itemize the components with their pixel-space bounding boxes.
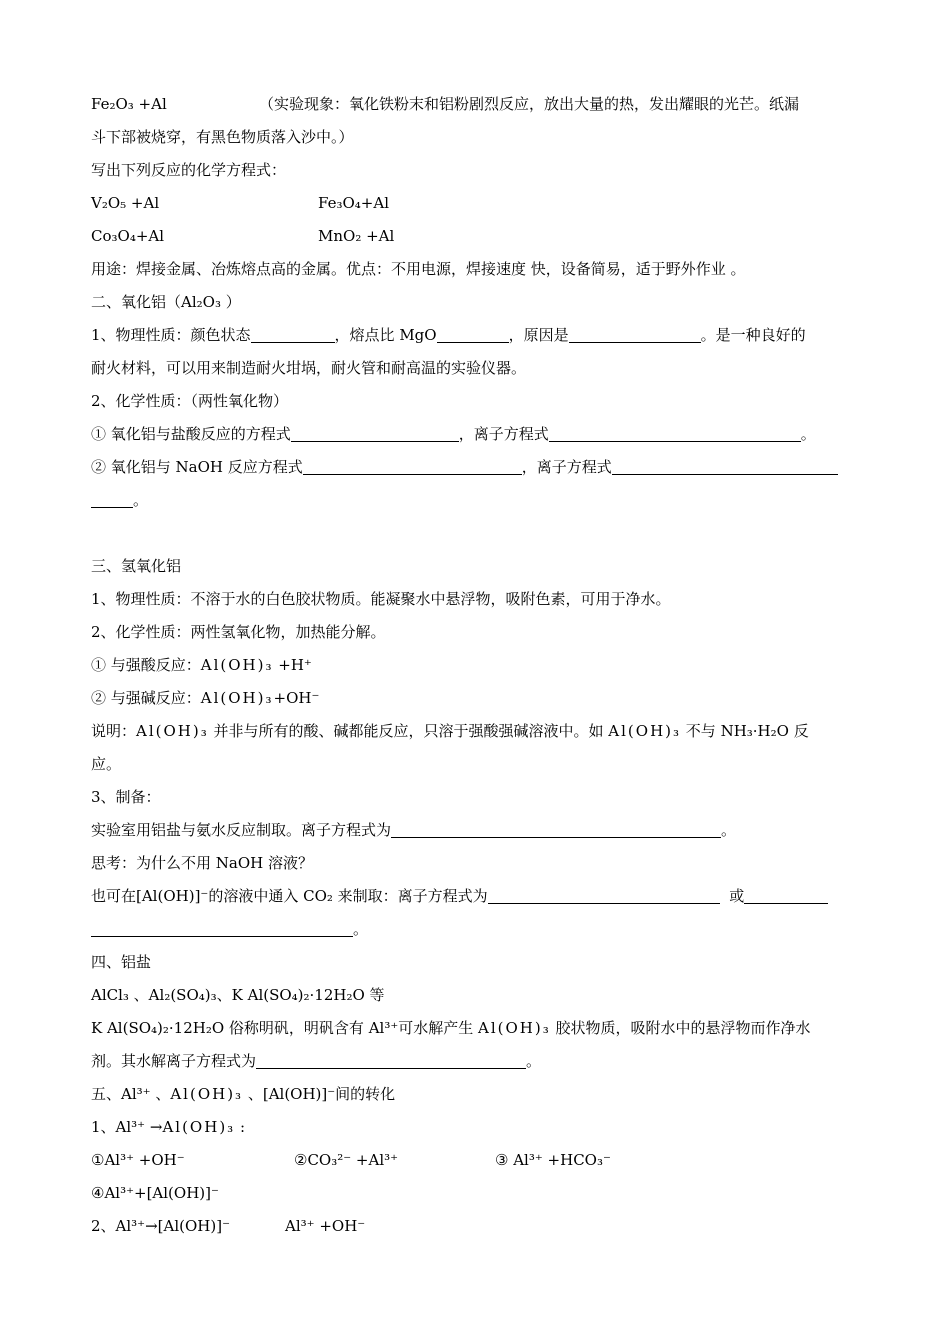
reaction-oh: ①Al³⁺ +OH⁻	[91, 1151, 185, 1169]
alum-description: K Al(SO₄)₂·12H₂O 俗称明矾，明矾含有 Al³⁺可水解产生 Al(OH)₃ 胶状物质，吸附水中的悬浮物而作净水	[91, 1019, 811, 1037]
thermite-phenomenon-cont: 斗下部被烧穿，有黑色物质落入沙中。）	[91, 128, 354, 146]
blank-naoh-ionic[interactable]	[612, 456, 838, 475]
reaction-aloh4: ④Al³⁺+[Al(OH)]⁻	[91, 1184, 219, 1202]
blank-melting-point[interactable]	[437, 324, 509, 343]
salt-list: AlCl₃ 、Al₂(SO₄)₃、K Al(SO₄)₂·12H₂O 等	[91, 986, 385, 1004]
hydroxide-physical: 1、物理性质：不溶于水的白色胶状物质。能凝聚水中悬浮物，吸附色素，可用于净水。	[91, 590, 671, 608]
document-page	[91, 88, 861, 1243]
alumina-physical: 1、物理性质：颜色状态 ，熔点比 MgO ，原因是 。是一种良好的	[91, 326, 806, 344]
blank-lab-ionic[interactable]	[391, 819, 721, 838]
hydroxide-note-cont: 应。	[91, 755, 122, 773]
blank-co2-ionic-2-cont[interactable]	[91, 918, 353, 937]
equation-row-2	[91, 220, 861, 253]
alum-hydrolysis: 剂。其水解离子方程式为 。	[91, 1052, 542, 1070]
alumina-hcl-reaction: ① 氧化铝与盐酸反应的方程式 ，离子方程式 。	[91, 425, 816, 443]
alumina-naoh-cont: 。	[91, 484, 861, 517]
reaction-excess-oh: Al³⁺ +OH⁻	[285, 1217, 366, 1235]
reaction-hco3: ③ Al³⁺ +HCO₃⁻	[495, 1151, 611, 1169]
section-heading-hydroxide: 三、氢氧化铝	[91, 557, 182, 575]
thermite-equation: Fe₂O₃ +Al	[91, 95, 167, 113]
thermite-phenomenon: （实验现象：氧化铁粉末和铝粉剧烈反应，放出大量的热，发出耀眼的光芒。纸漏	[259, 95, 800, 113]
hydroxide-co2-cont: 。	[91, 913, 861, 946]
blank-hydrolysis-ionic[interactable]	[256, 1050, 526, 1069]
hydroxide-co2-method: 也可在[Al(OH)]⁻的溶液中通入 CO₂ 来制取：离子方程式为 或	[91, 880, 861, 913]
blank-co2-ionic-2[interactable]	[744, 885, 828, 904]
thermite-line	[91, 88, 861, 121]
blank-co2-ionic-1[interactable]	[488, 885, 720, 904]
blank-hcl-ionic[interactable]	[549, 423, 801, 442]
blank-hcl-equation[interactable]	[291, 423, 459, 442]
blank-naoh-equation[interactable]	[303, 456, 522, 475]
blank-naoh-ionic-cont[interactable]	[91, 489, 133, 508]
equation-row-1	[91, 187, 861, 220]
conversion-step-2: 2、Al³⁺→[Al(OH)]⁻ Al³⁺ +OH⁻	[91, 1210, 861, 1243]
blank-color-state[interactable]	[251, 324, 335, 343]
hydroxide-think: 思考：为什么不用 NaOH 溶液？	[91, 854, 313, 872]
equation-co3o4: Co₃O₄+Al	[91, 227, 165, 245]
hydroxide-note: 说明：Al(OH)₃ 并非与所有的酸、碱都能反应，只溶于强酸强碱溶液中。如 Al(OH)₃ 不与 NH₃·H₂O 反	[91, 722, 809, 740]
section-heading-alumina: 二、氧化铝（Al₂O₃ ）	[91, 293, 241, 311]
section-heading-salt: 四、铝盐	[91, 953, 152, 971]
section-heading-conversion: 五、Al³⁺ 、Al(OH)₃ 、[Al(OH)]⁻间的转化	[91, 1085, 396, 1103]
conversion-step-1: 1、Al³⁺ →Al(OH)₃ :	[91, 1118, 246, 1136]
equation-prompt: 写出下列反应的化学方程式：	[91, 161, 287, 179]
reaction-co3: ②CO₃²⁻ +Al³⁺	[294, 1151, 399, 1169]
hydroxide-chemical: 2、化学性质：两性氢氧化物，加热能分解。	[91, 623, 386, 641]
spacer	[91, 517, 861, 550]
equation-fe3o4: Fe₃O₄+Al	[318, 194, 389, 212]
alumina-naoh-reaction: ② 氧化铝与 NaOH 反应方程式 ，离子方程式	[91, 451, 861, 484]
alumina-chemical: 2、化学性质：（两性氧化物）	[91, 392, 289, 410]
equation-mno2: MnO₂ +Al	[318, 227, 395, 245]
alumina-physical-cont: 耐火材料，可以用来制造耐火坩埚，耐火管和耐高温的实验仪器。	[91, 359, 527, 377]
hydroxide-base-reaction: ② 与强碱反应：Al(OH)₃+OH⁻	[91, 689, 320, 707]
hydroxide-lab-method: 实验室用铝盐与氨水反应制取。离子方程式为 。	[91, 821, 737, 839]
hydroxide-preparation: 3、制备：	[91, 788, 161, 806]
thermite-use: 用途：焊接金属、冶炼熔点高的金属。优点：不用电源，焊接速度 快，设备简易，适于野外作业 。	[91, 260, 746, 278]
hydroxide-acid-reaction: ① 与强酸反应：Al(OH)₃ +H⁺	[91, 656, 312, 674]
blank-reason[interactable]	[569, 324, 701, 343]
conversion-reactions-row	[91, 1144, 861, 1177]
equation-v2o5: V₂O₅ +Al	[91, 194, 160, 212]
